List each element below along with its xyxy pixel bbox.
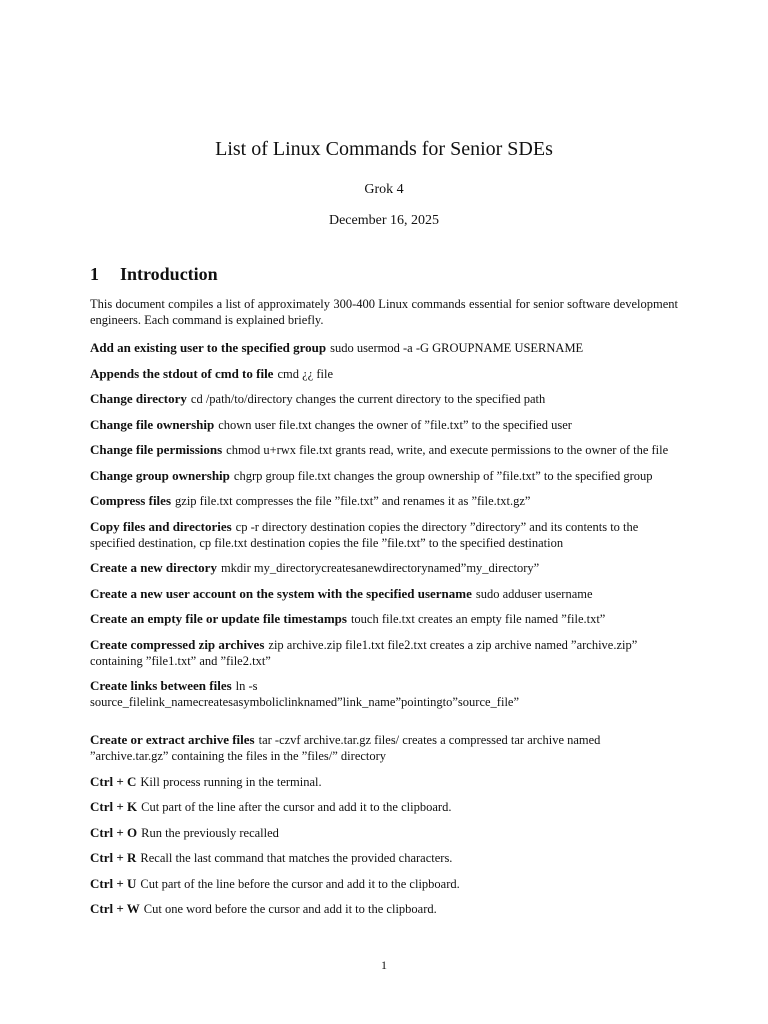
- list-item: [90, 391, 678, 407]
- list-item: [90, 417, 678, 433]
- command-term: Create or extract archive files: [90, 732, 255, 747]
- command-desc: touch file.txt creates an empty file named ”file.txt”: [350, 612, 606, 626]
- command-term: Create a new user account on the system with the specified username: [90, 585, 472, 601]
- command-desc: cp -r directory destination copies the directory ”directory” and its contents to the specified destination, cp file.txt destination copies the file ”file.txt” to the specified destination: [90, 519, 639, 550]
- page-number: 1: [381, 958, 387, 972]
- list-item: [90, 468, 678, 484]
- command-list: [90, 340, 678, 927]
- command-term: Ctrl + U: [90, 875, 137, 891]
- command-term: Appends the stdout of cmd to file: [90, 365, 274, 381]
- list-item: [90, 586, 678, 602]
- list-item: [90, 901, 678, 917]
- command-desc: mkdir my_directorycreatesanewdirectorynamed”my_directory”: [220, 561, 540, 575]
- command-desc: sudo adduser username: [475, 586, 593, 601]
- command-desc: chown user file.txt changes the owner of ”file.txt” to the specified user: [218, 417, 572, 432]
- command-desc: chmod u+rwx file.txt grants read, write, and execute permissions to the owner of the file: [226, 443, 669, 457]
- command-term: Ctrl + K: [90, 799, 138, 814]
- command-term: Compress files: [90, 493, 172, 508]
- author: Grok 4: [364, 182, 404, 197]
- list-item: [90, 732, 678, 764]
- command-desc: Cut one word before the cursor and add it to the clipboard.: [143, 902, 437, 916]
- command-term: Change file ownership: [90, 416, 215, 432]
- list-item: [90, 850, 678, 866]
- command-term: Create an empty file or update file timestamps: [90, 611, 347, 626]
- command-desc: Kill process running in the terminal.: [140, 774, 322, 789]
- list-item: [90, 442, 678, 458]
- section-heading: [90, 264, 218, 285]
- command-term: Create links between files: [90, 678, 232, 693]
- command-desc: tar -czvf archive.tar.gz files/ creates a compressed tar archive named ”archive.tar.gz” containing the files in the ”files/” directory: [90, 733, 601, 763]
- command-desc: chgrp group file.txt changes the group ownership of ”file.txt” to the specified group: [233, 468, 653, 483]
- command-desc: sudo usermod -a -G GROUPNAME USERNAME: [330, 341, 584, 355]
- list-item: [90, 774, 678, 790]
- command-term: Create compressed zip archives: [90, 636, 265, 652]
- command-desc: gzip file.txt compresses the file ”file.txt” and renames it as ”file.txt.gz”: [175, 494, 531, 508]
- intro-paragraph: This document compiles a list of approximately 300-400 Linux commands essential for senior software development engineers. Each command is explained briefly.: [90, 297, 678, 327]
- command-desc: Run the previously recalled: [141, 825, 279, 840]
- list-item: [90, 611, 678, 627]
- section-title: Introduction: [120, 264, 218, 284]
- command-term: Ctrl + C: [90, 773, 137, 789]
- date: December 16, 2025: [328, 213, 440, 228]
- command-term: Ctrl + W: [90, 901, 140, 916]
- command-desc: ln -s source_filelink_namecreatesasymboliclinknamed”link_name”pointingto”source_file”: [90, 679, 520, 709]
- list-item: [90, 493, 678, 509]
- list-item: [90, 825, 678, 841]
- list-item: [90, 678, 678, 710]
- command-desc: cd /path/to/directory changes the current directory to the specified path: [190, 392, 546, 406]
- command-term: Ctrl + R: [90, 850, 137, 865]
- command-desc: zip archive.zip file1.txt file2.txt creates a zip archive named ”archive.zip” containing ”file1.txt” and ”file2.txt”: [90, 637, 638, 668]
- command-term: Ctrl + O: [90, 824, 138, 840]
- list-item: [90, 340, 678, 356]
- command-term: Add an existing user to the specified group: [90, 340, 327, 355]
- list-item: [90, 560, 678, 576]
- command-term: Change file permissions: [90, 442, 223, 457]
- list-item: [90, 366, 678, 382]
- page-title: List of Linux Commands for Senior SDEs: [215, 138, 553, 160]
- list-item: [90, 876, 678, 892]
- command-desc: Cut part of the line after the cursor and add it to the clipboard.: [141, 800, 452, 814]
- command-term: Change directory: [90, 391, 187, 406]
- command-term: Create a new directory: [90, 560, 217, 575]
- list-item: [90, 637, 678, 669]
- document-page: [90, 0, 678, 1024]
- command-desc: cmd ¿¿ file: [277, 366, 333, 381]
- command-desc: Recall the last command that matches the provided characters.: [140, 851, 453, 865]
- section-number: 1: [90, 264, 99, 284]
- command-term: Change group ownership: [90, 467, 230, 483]
- command-desc: Cut part of the line before the cursor and add it to the clipboard.: [140, 876, 460, 891]
- command-term: Copy files and directories: [90, 518, 232, 534]
- list-item: [90, 799, 678, 815]
- list-item: [90, 519, 678, 551]
